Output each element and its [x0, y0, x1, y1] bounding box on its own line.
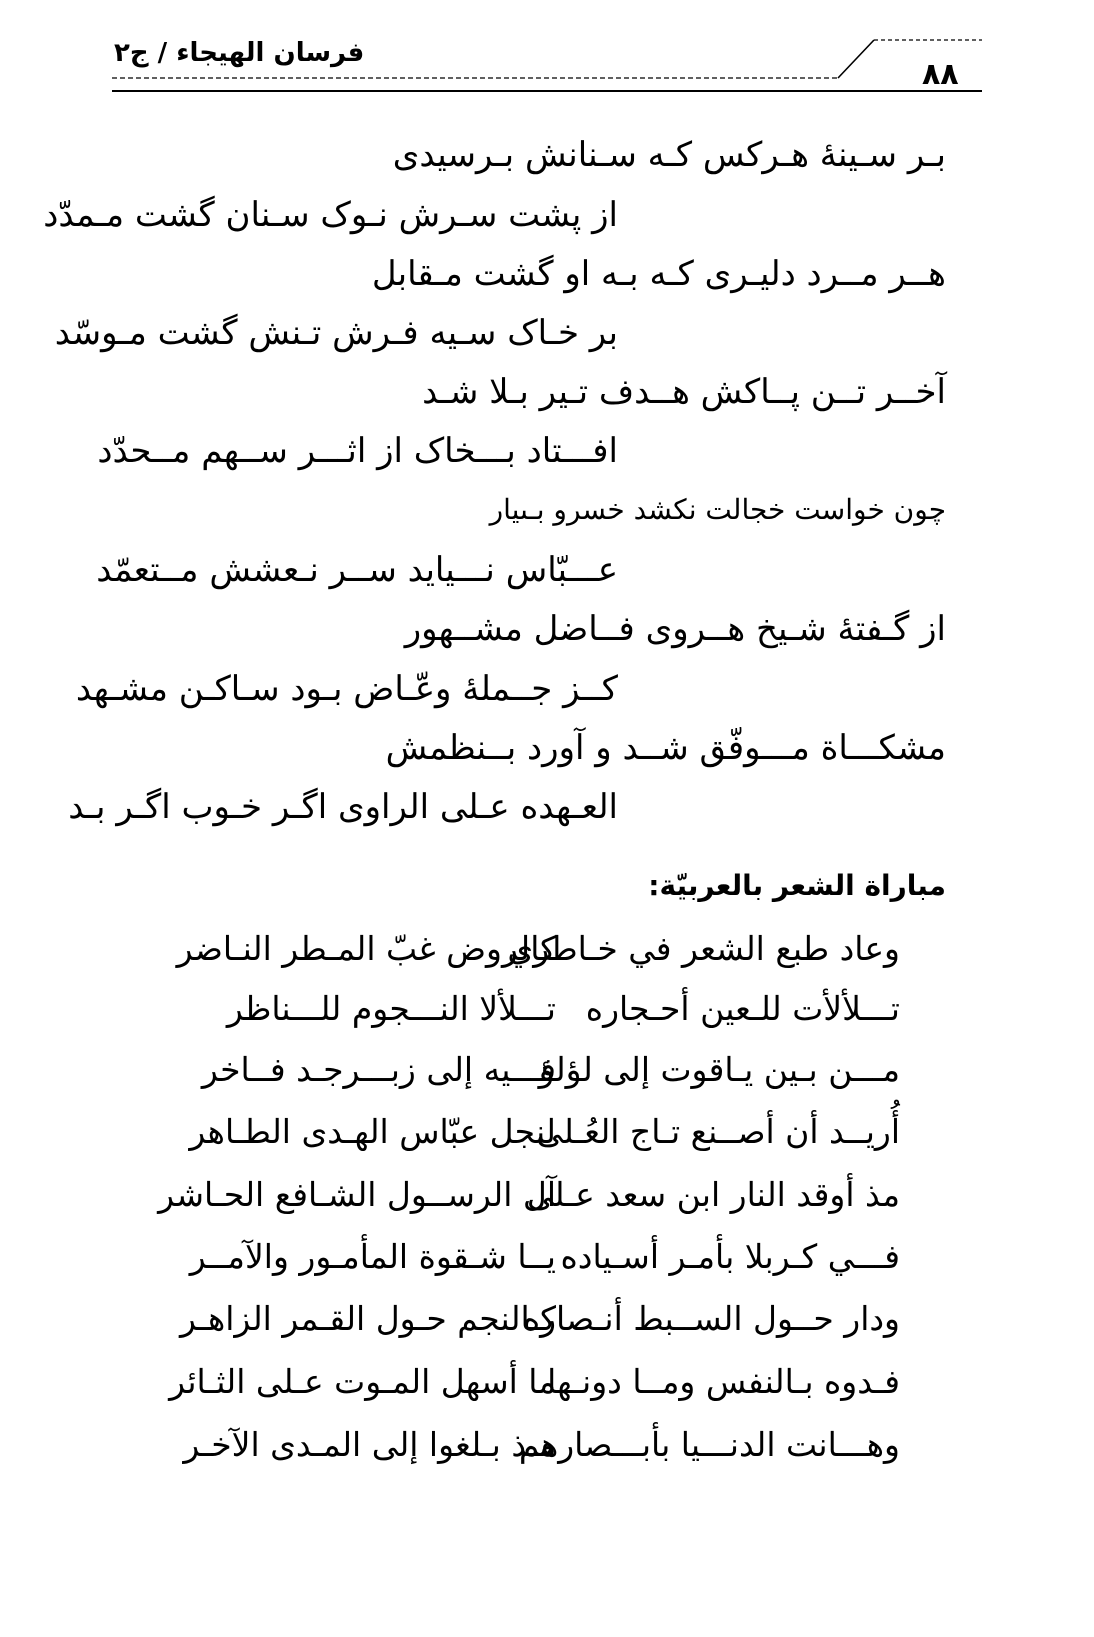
header-rule — [112, 0, 982, 110]
hemistich-left: لنجل عبّاس الهـدى الطـاهر — [189, 1112, 556, 1151]
hemistich-right: مذ أوقد النار ابن سعد عـلى — [527, 1175, 900, 1214]
hemistich-left: مـذ بـلغوا إلى المـدى الآخـر — [183, 1425, 556, 1464]
hemistich-left: آل الرســول الشـافع الحـاشر — [158, 1175, 556, 1214]
section-heading: مباراة الشعر بالعربيّة: — [648, 869, 946, 902]
persian-verse: افـــتاد بـــخاک از اثـــر ســهم مــحدّد — [97, 431, 618, 471]
persian-verse: كــز جــملهٔ وعّـاض بـود سـاكـن مشـهد — [75, 669, 618, 709]
persian-verse: العـهده عـلى الراوى اگـر خـوب اگـر بـد — [68, 787, 618, 827]
running-title: فرسان الهيجاء / ج٢ — [114, 38, 365, 68]
hemistich-left: يــا شـقوة المأمـور والآمــر — [189, 1237, 556, 1276]
page-number: ٨٨ — [922, 57, 959, 92]
hemistich-right: وعاد طبع الشعر في خـاطري — [507, 929, 900, 968]
persian-verse: بـر سـينهٔ هـركس كـه سـنانش بـرسيدى — [392, 135, 946, 175]
hemistich-right: أُريــد أن أصــنع تـاج العُـلى — [536, 1112, 900, 1151]
hemistich-left: فـــيه إلى زبـــرجـد فــاخر — [201, 1050, 556, 1089]
hemistich-left: كـالنجم حـول القـمر الزاهـر — [179, 1299, 556, 1338]
persian-verse: هــر مــرد دليـرى كـه بـه او گشت مـقابل — [371, 254, 946, 294]
persian-verse: آخــر تــن پــاكش هــدف تـير بـلا شـد — [422, 372, 946, 412]
hemistich-right: مـــن بـين يـاقوت إلى لؤلؤ — [538, 1050, 900, 1089]
hemistich-left: تـــلألا النـــجوم للـــناظر — [226, 989, 556, 1028]
persian-verse: مشكـــاة مـــوفّق شــد و آورد بــنظمش — [385, 728, 946, 768]
persian-verse: از گـفتهٔ شـيخ هــروى فــاضل مشــهور — [404, 609, 946, 649]
hemistich-right: فـدوه بـالنفس ومــا دونـها — [547, 1362, 900, 1401]
persian-verse: از پشت سـرش نـوک سـنان گشت مـمدّد — [43, 195, 618, 235]
hemistich-right: تـــلألأت للـعين أحـجاره — [585, 989, 900, 1028]
persian-verse: چون خواست خجالت نكشد خسرو بـىيار — [489, 493, 946, 526]
hemistich-right: ودار حــول الســبط أنـصاره — [522, 1299, 900, 1338]
persian-verse: بر خـاک سـيه فـرش تـنش گشت مـوسّد — [54, 313, 618, 353]
persian-verse: عـــبّاس نـــيايد ســر نـعشش مــتعمّد — [96, 550, 618, 590]
hemistich-right: وهـــانت الدنـــيا بأبـــصارهم — [518, 1425, 900, 1464]
hemistich-left: كالروض غبّ المـطر النـاضر — [176, 929, 556, 968]
hemistich-right: فـــي كـربلا بأمـر أسـياده — [560, 1237, 900, 1276]
hemistich-left: ما أسهل المـوت عـلى الثـائر — [169, 1362, 556, 1401]
